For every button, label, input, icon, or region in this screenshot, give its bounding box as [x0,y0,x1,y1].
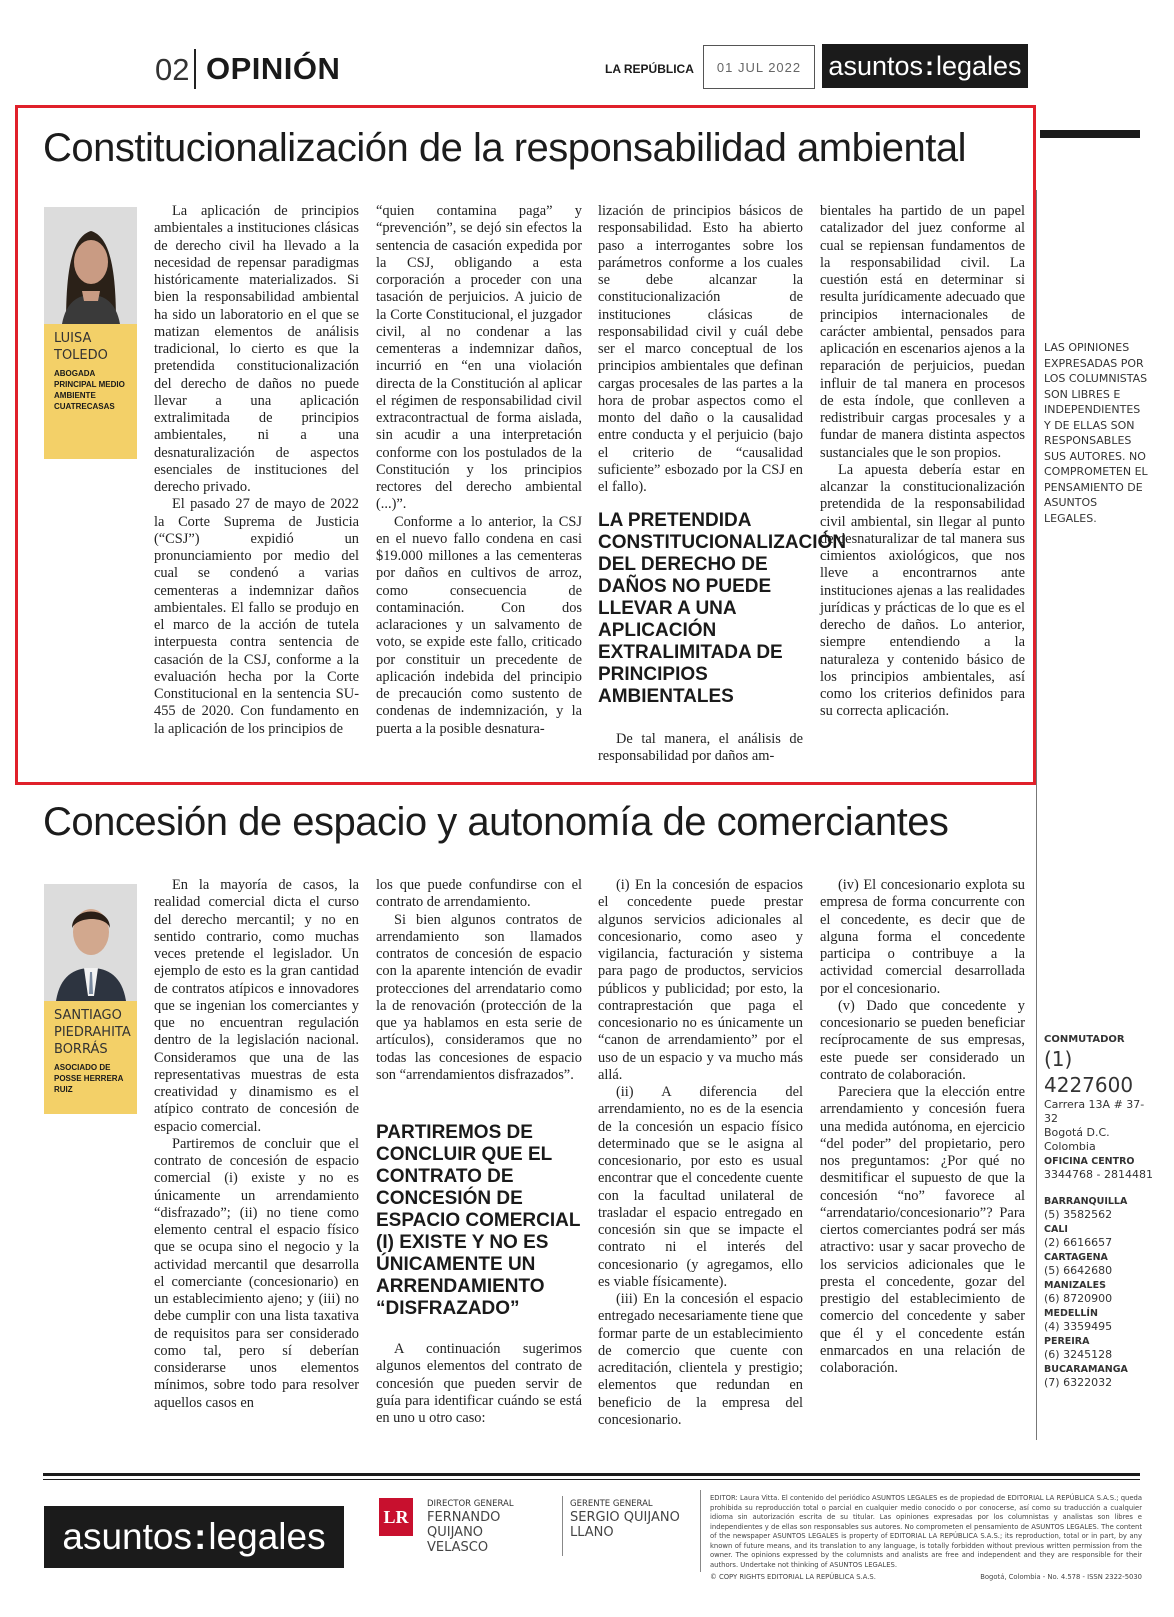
author-name-2: SANTIAGO PIEDRAHITA BORRÁS [54,1008,131,1057]
office-phone: (7) 6322032 [1044,1376,1113,1389]
opinion-disclaimer: LAS OPINIONES EXPRESADAS POR LOS COLUMNISTAS SON LIBRES E INDEPENDIENTES Y DE ELLAS SON RESPONSABLES SUS AUTORES. NO COMPROMETEN EL PENSAMIENTO DE ASUNTOS LEGALES. [1044,341,1148,525]
issue-info: Bogotá, Colombia - No. 4.578 - ISSN 2322-5030 [980,1573,1142,1581]
office-phone: (6) 3245128 [1044,1348,1113,1361]
central-office-label: OFICINA CENTRO [1044,1156,1135,1167]
article-1-pullquote: LA PRETENDIDA CONSTITUCIONALIZACIÓN DEL DERECHO DE DAÑOS NO PUEDE LLEVAR A UNA APLICACIÓN EXTRALIMITADA DE PRINCIPIOS AMBIENTALES [598,510,847,707]
paragraph: Pareciera que la elección entre arrendamiento y concesión fuera una medida autónoma, en ejercicio “del poder” del propietario, pero nos preguntamos: ¿Por qué no desmitificar el supuesto de que la concesión “no” favorece al “arrendatario/concesionario”? Para ciertos comerciantes podrá ser más atractivo: usar y sacar provecho de los servicios adicionales que le presta el concedente, gozar del prestigio del establecimiento de comercio del concedente y saber que él y el concedente están enmarcados en una relación de colaboración. [820,1084,1025,1376]
paragraph: lización de principios básicos de responsabilidad. Esto ha abierto paso a interrogantes sobre los parámetros conforme a los cuales se debe alcanzar la constitucionalización de instituciones clásicas de responsabilidad civil y cuál debe ser el marco conceptual de los principios ambientales que definan cargas procesales de las partes a la hora de probar aspectos como el monto del daño o la causalidad entre conducta y el perjuicio (bajo el criterio de “causalidad suficiente” esbozado por la CSJ en el fallo). [598,203,803,495]
article-2-column-3 [598,877,803,1429]
office-phone: (2) 6616657 [1044,1236,1113,1249]
brand-word-right: legales [936,50,1022,81]
article-1-column-2 [376,203,582,738]
paragraph: De tal manera, el análisis de responsabilidad por daños am- [598,731,803,765]
office-city: CALI [1044,1224,1068,1235]
brand-word-left: asuntos [828,50,923,81]
article-1-column-1 [154,203,359,738]
credit-director [427,1499,547,1555]
article-2-headline: Concesión de espacio y autonomía de comerciantes [43,800,949,844]
paragraph: (ii) A diferencia del arrendamiento, no es de la esencia de la concesión un espacio físico determinado que se le asigna al concesionario, por esto es usual encontrar que el concedente cuente con la facultad unilateral de trasladar el espacio entregado en concesión sin que se impacte el contrato ni el interés del concesionario (y agregamos, ello es viable físicamente). [598,1084,803,1290]
author-card-2 [44,884,137,1114]
footer-rule [43,1473,1140,1476]
article-2-column-4 [820,877,1025,1377]
office-city: MANIZALES [1044,1280,1106,1291]
author-photo-2 [44,884,137,1001]
brand-colon: : [925,50,934,81]
author-name-1: LUISA TOLEDO [54,331,108,363]
paragraph: La apuesta debería estar en alcanzar la constitucionalización pretendida de la responsabilidad civil ambiental, sin llegar al punto de desnaturalizar de tal manera sus cimientos axiológicos, que nos lleve a encontrarnos ante instituciones ajenas a las realidades jurídicas y prácticas de lo que es el derecho de daños. Lo anterior, siempre entendiendo a la naturaleza y contenido básico de los principios ambientales, así como los criterios definidos para su correcta aplicación. [820,461,1025,720]
paragraph: A continuación sugerimos algunos elementos del contrato de concesión que pueden servir de guía para identificar cuándo se está en uno u otro caso: [376,1341,582,1426]
section-title: OPINIÓN [206,51,341,86]
author-role-2: ASOCIADO DE POSSE HERRERA RUIZ [54,1063,124,1094]
address-line: Bogotá D.C. [1044,1126,1110,1139]
article-1-column-3-end [598,731,803,766]
office-city: PEREIRA [1044,1336,1090,1347]
office-phone: (6) 8720900 [1044,1292,1113,1305]
paragraph: bientales ha partido de un papel catalizador del juez conforme al cual se repiensan fundamentos de la responsabilidad civil. La cuestión está en determinar si resulta jurídicamente adecuado que principios internacionales de carácter ambiental, pensados para aplicación en escenarios ajenos a la reparación de perjuicios, puedan influir de tal manera en procesos de esta índole, que conlleven a redistribuir cargas procesales y a fundar de manera distinta aspectos sustanciales que le son propios. [820,203,1025,461]
paragraph: Partiremos de concluir que el contrato de concesión de espacio comercial (i) existe y no es únicamente un arrendamiento “disfrazado”; (ii) no tiene como elemento central el espacio físico que se ocupa sino el negocio y la actividad mercantil que desarrolla el comerciante (concesionario) en un establecimiento ajeno; y (iii) no debe cumplir con una lista taxativa de requisitos para ser considerado como tal, pero sí deberían considerarse unos elementos mínimos, sobre todo para resolver aquellos casos en [154,1135,359,1411]
credit-role: DIRECTOR GENERAL [427,1499,514,1509]
issue-date: 01 JUL 2022 [703,45,815,89]
author-photo-1 [44,207,137,324]
footer-divider [562,1496,563,1556]
sidebar-divider [1036,190,1037,1440]
article-1-column-4 [820,203,1025,721]
article-2-pullquote: PARTIREMOS DE CONCLUIR QUE EL CONTRATO DE CONCESIÓN DE ESPACIO COMERCIAL (I) EXISTE Y NO ES ÚNICAMENTE UN ARRENDAMIENTO “DISFRAZADO” [376,1122,581,1319]
brand-colon: : [194,1516,207,1557]
newspaper-name: LA REPÚBLICA [605,62,694,76]
author-role-1: ABOGADA PRINCIPAL MEDIO AMBIENTE CUATRECASAS [54,369,125,411]
legal-bottom-line [710,1573,1142,1581]
paragraph: (iv) El concesionario explota su empresa de forma concurrente con el concedente, es decir que de alguna forma el concedente participa o contribuye a la actividad comercial desarrollada por el concesionario. [820,877,1025,997]
brand-word-left: asuntos [62,1516,192,1557]
office-city: MEDELLÍN [1044,1308,1098,1319]
paragraph: (iii) En la concesión el espacio entregado necesariamente tiene que formar parte de un establecimiento de comercio que cuente con acreditación, clientela y prestigio; elementos que redundan en beneficio de la empresa del concesionario. [598,1291,803,1428]
paragraph: El pasado 27 de mayo de 2022 la Corte Suprema de Justicia (“CSJ”) expidió un pronunciamiento por medio del cual se condenó a varias cementeras a indemnizar daños ambientales. El fallo se produjo en el marco de la acción de tutela interpuesta contra sentencia de casación de la CSJ, conforme a la evaluación hecha por la Corte Constitucional en la sentencia SU-455 de 2020. Con fundamento en la aplicación de los principios de [154,496,359,737]
office-city: BUCARAMANGA [1044,1364,1128,1375]
article-2-column-2-end [376,1341,582,1427]
author-portrait-icon [44,884,137,1001]
office-phone: (4) 3359495 [1044,1320,1113,1333]
article-1-headline: Constitucionalización de la responsabilidad ambiental [43,126,966,170]
credit-name: FERNANDO QUIJANO VELASCO [427,1510,501,1555]
author-card-1 [44,207,137,459]
office-phone: (5) 3582562 [1044,1208,1113,1221]
credit-role: GERENTE GENERAL [570,1499,653,1509]
footer-divider [700,1490,701,1572]
brand-logo-top [822,44,1028,88]
top-right-rule [1040,130,1140,138]
paragraph: (i) En la concesión de espacios el concedente puede prestar algunos servicios adicionales al concesionario, como aseo y vigilancia, facturación y sistema para pago de productos, servicios públicos y publicidad; por esto, la contraprestación que paga el concesionario no es únicamente un “canon de arrendamiento” por el uso de un espacio y va mucho más allá. [598,877,803,1083]
article-1-column-3 [598,203,803,496]
office-city: CARTAGENA [1044,1252,1108,1263]
credit-name: SERGIO QUIJANO LLANO [570,1510,680,1540]
office-city: BARRANQUILLA [1044,1196,1128,1207]
paragraph: (v) Dado que concedente y concesionario se pueden beneficiar recíprocamente de sus empresas, este puede ser considerado un contrato de colaboración. [820,997,1025,1083]
legal-notice: EDITOR: Laura Vitta. El contenido del periódico ASUNTOS LEGALES es de propiedad de EDITORIAL LA REPÚBLICA S.A.S.; queda prohibida su reproducción total o parcial en cualquier medio conocido o por conocerse, así como su traducción a cualquier idioma sin autorización escrita de su titular. Las opiniones expresadas por los columnistas y analistas son libres e independientes y de ellas son responsables sus autores. No comprometen el pensamiento de ASUNTOS LEGALES. The content of the newspaper ASUNTOS LEGALES is property of EDITORIAL LA REPÚBLICA S.A.S.; its reproduction, total or in part, by any known of future means, and its translation to any language, is totally forbidden without previous written permission from the owner. The opinions expressed by the columnists and analists are free and independent and they are responsible for their authors. Undertake not thinking of ASUNTOS LEGALES. [710,1494,1142,1569]
brand-word-right: legales [208,1516,326,1557]
paragraph: En la mayoría de casos, la realidad comercial dicta el curso del derecho mercantil; y no en sentido contrario, como muchas veces pretende el legislador. Un ejemplo de esto es la gran cantidad de contratos atípicos e innovadores que se ingenian los comerciantes y que no encuentran regulación dentro de la legislación nacional. Consideramos que una de las representativas muestras de esta creatividad y dinamismo es el atípico contrato de concesión de espacio comercial. [154,877,359,1135]
paragraph: Si bien algunos contratos de arrendamiento son llamados contratos de concesión de espacio con la aparente intención de evadir protecciones del arrendatario como la de renovación (protección de la que ya hablamos en esta serie de artículos), consideramos que no todas las concesiones de espacio son “arrendamientos disfrazados”. [376,911,582,1083]
switchboard-number: (1) 4227600 [1044,1047,1134,1097]
address-line: Carrera 13A # 37-32 [1044,1098,1145,1125]
paragraph: Conforme a lo anterior, la CSJ en el nuevo fallo condena en casi $19.000 millones a las cementeras por daños en cultivos de arroz, como consecuencia de contaminación. Con dos aclaraciones y un salvamento de voto, se expide este fallo, criticado por constituir un precedente de aplicación indebida del principio de precaución como sustento de condenas de indemnización, y la puerta a la posible desnatura- [376,513,582,737]
office-phone: (5) 6642680 [1044,1264,1113,1277]
article-2-column-2 [376,877,582,1084]
paragraph: “quien contamina paga” y “prevención”, se dejó sin efectos la sentencia de casación expedida por la CSJ, obligando a esta corporación a proceder con una tasación de perjuicios. A juicio de la Corte Constitucional, el juzgador civil, al no condenar a las cementeras a indemnizar daños, incurrió en “en una violación directa de la Constitución al aplicar el régimen de responsabilidad civil extracontractual de forma aislada, sin acudir a una interpretación conforme con los postulados de la Constitución y los principios rectores del derecho ambiental (...)”. [376,203,582,513]
address-line: Colombia [1044,1140,1096,1153]
masthead-divider [194,49,196,89]
brand-logo-footer [44,1506,344,1568]
article-2-column-1 [154,877,359,1412]
footer-rule-thin [43,1479,1140,1480]
copyright-text: © COPY RIGHTS EDITORIAL LA REPÚBLICA S.A.S. [710,1573,876,1581]
paragraph: los que puede confundirse con el contrato de arrendamiento. [376,877,582,911]
author-portrait-icon [44,207,137,324]
contact-block [1044,1034,1156,1390]
page-number: 02 [155,52,190,87]
credit-manager [570,1499,690,1540]
switchboard-label: CONMUTADOR [1044,1034,1125,1045]
central-office-phone: 3344768 - 2814481 [1044,1168,1153,1181]
paragraph: La aplicación de principios ambientales a instituciones clásicas de derecho civil ha llevado a la necesidad de repensar paradigmas históricamente materializados. Si bien la responsabilidad ambiental ha sido un laboratorio en el que se matizan elementos de análisis tradicional, lo cierto es que la pretendida constitucionalización del derecho de daños no puede llevar a una aplicación extralimitada de principios ambientales, ni a una desnaturalización de aspectos esenciales de instituciones del derecho privado. [154,203,359,495]
lr-logo-icon: LR [379,1498,413,1536]
